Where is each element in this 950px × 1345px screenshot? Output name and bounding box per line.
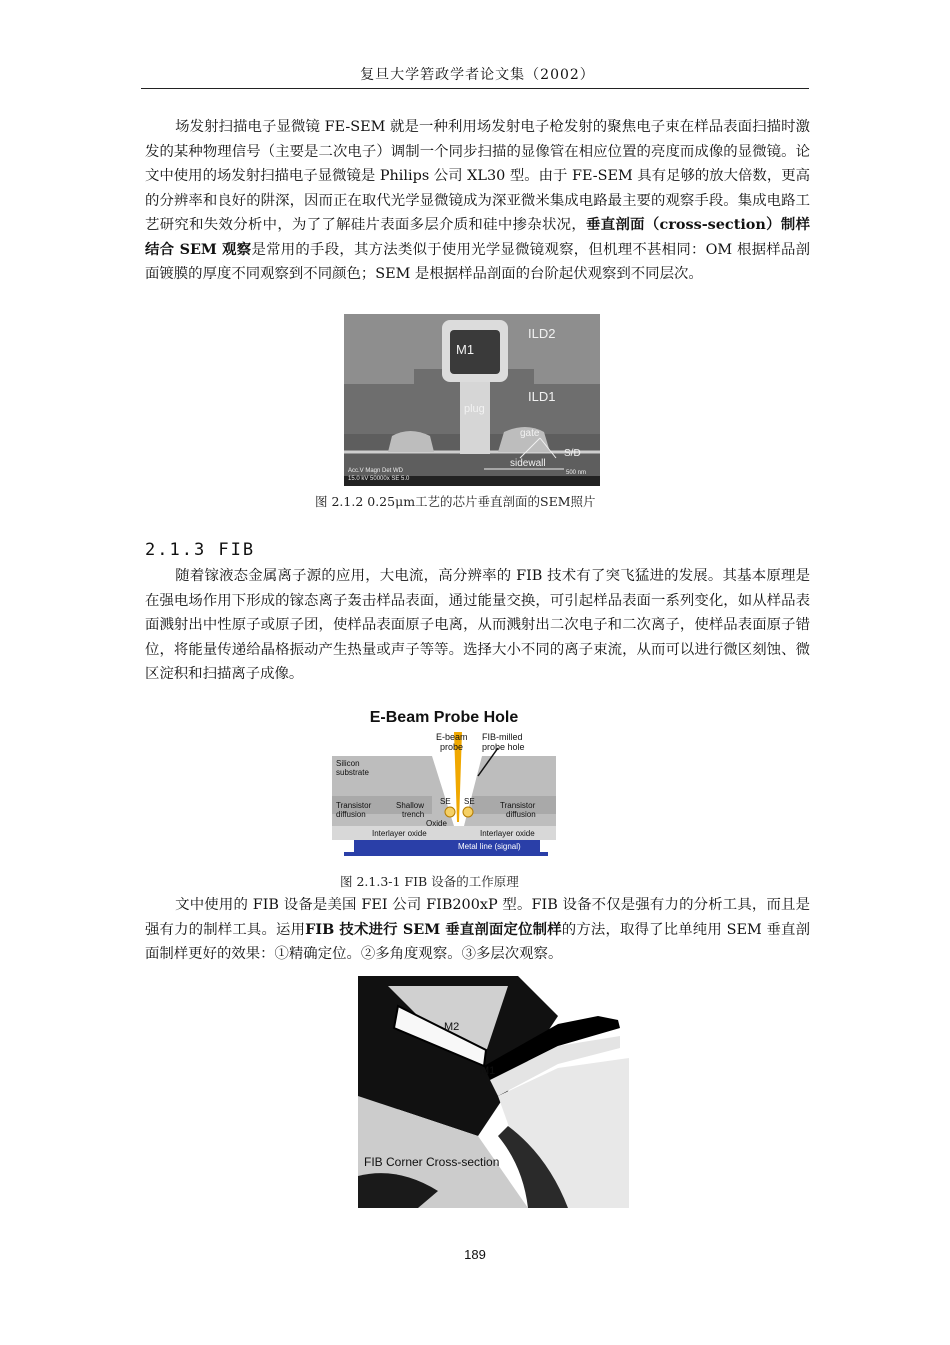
label-gate: gate: [520, 428, 540, 439]
label-transistor-right-line1: Transistor: [500, 801, 536, 810]
label-sd: S/D: [564, 448, 581, 459]
paragraph-fe-sem: [145, 115, 810, 287]
scalebar-label: 500 nm: [566, 470, 587, 476]
ebeam-probe-hole-diagram: [332, 704, 556, 862]
label-ebeam-line2: probe: [440, 742, 464, 752]
label-m2: M2: [444, 1021, 460, 1033]
label-sidewall: sidewall: [510, 458, 546, 469]
label-se-left: SE: [440, 797, 451, 806]
paragraph-fe-sem-start: 场发射扫描电子显微镜 FE-SEM 就是一种利用场发射电子枪发射的聚焦电子束在样品表面扫描时激发的某种物理信号（主要是二次电子）调制一个同步扫描的显像管在相应位置的亮度而成像的显微镜。论文中使用的场发射扫描电子显微镜是 Philips 公司 XL30 型。由于 FE-SEM 具有足够的放大倍数，更高的分辨率和良好的阱深，因而正在取代光学显微镜成为深亚微米集成电路最主要的观察手段。集成电路工艺研究和失效分析中，为了了解硅片表面多层介质和硅中掺杂状况，: [145, 119, 810, 233]
figure1-caption: 图 2.1.2 0.25μm工艺的芯片垂直剖面的SEM照片: [315, 494, 596, 509]
page-number: 189: [464, 1247, 486, 1262]
fib-corner-cross-section-image: [358, 976, 629, 1208]
sem-cross-section-image: [344, 314, 600, 486]
label-silicon-line1: Silicon: [336, 759, 360, 768]
label-shallow-line2: trench: [402, 810, 425, 819]
running-header: 复旦大学箬政学者论文集（2002）: [360, 67, 595, 83]
figure2-caption: 图 2.1.3-1 FIB 设备的工作原理: [340, 874, 519, 889]
label-shallow-line1: Shallow: [396, 801, 425, 810]
label-oxide: Oxide: [426, 819, 447, 828]
label-m1: M1: [456, 342, 475, 357]
paragraph-fib-equipment-start: 文中使用的 FIB 设备是美国 FEI 公司 FIB200xP 型。FIB 设备不仅是强有力的分析工具，而且是强有力的制样工具。运用: [145, 897, 810, 938]
label-silicon-line2: substrate: [336, 768, 369, 777]
label-fib-corner: FIB Corner Cross-section: [364, 1155, 500, 1169]
fib-corner-cross-section-svg: [358, 976, 629, 1208]
label-fib-line1: FIB-milled: [482, 732, 523, 742]
label-fib-line2: probe hole: [482, 742, 525, 752]
label-transistor-left-line1: Transistor: [336, 801, 372, 810]
label-interlayer-left: Interlayer oxide: [372, 829, 427, 838]
label-ild1: ILD1: [528, 389, 556, 404]
label-se-right: SE: [464, 797, 475, 806]
label-metal-line: Metal line (signal): [458, 842, 521, 851]
paragraph-fe-sem-bold: 垂直剖面（cross-section）制样结合 SEM 观察: [145, 216, 810, 258]
databar-line1: Acc.V Magn Det WD: [348, 468, 404, 474]
paragraph-fib-equipment: [145, 893, 810, 967]
label-m1-fib: M1: [480, 1065, 496, 1077]
label-transistor-right-line2: diffusion: [506, 810, 536, 819]
label-ild2: ILD2: [528, 326, 556, 341]
diagram-title: E-Beam Probe Hole: [369, 709, 519, 726]
label-plug: plug: [464, 403, 485, 415]
databar-line2: 15.0 kV 50000x SE 5.0: [348, 476, 410, 482]
paragraph-fib: [145, 564, 810, 687]
label-transistor-left-line2: diffusion: [336, 810, 366, 819]
paragraph-fe-sem-end: 是常用的手段，其方法类似于使用光学显微镜观察，但机理不甚相同：OM 根据样品剖面镀膜的厚度不同观察到不同颜色；SEM 是根据样品剖面的台阶起伏观察到不同层次。: [145, 241, 810, 282]
ebeam-probe-hole-svg: [332, 704, 556, 862]
header-rule: [141, 88, 809, 89]
label-interlayer-right: Interlayer oxide: [480, 829, 535, 838]
paragraph-fib-equipment-bold: FIB 技术进行 SEM 垂直剖面定位制样: [305, 920, 562, 938]
sem-cross-section-svg: [344, 314, 600, 486]
section-heading-fib: 2.1.3 FIB: [145, 540, 256, 560]
paragraph-fib-text: 随着镓液态金属离子源的应用，大电流，高分辨率的 FIB 技术有了突飞猛进的发展。其基本原理是在强电场作用下形成的镓态离子轰击样品表面，通过能量交换，可引起样品表面一系列变化，如从样品表面溅射出中性原子或原子团，使样品表面原子电离，从而溅射出二次电子和二次离子，使样品表面原子错位，将能量传递给晶格振动产生热量或声子等等。选择大小不同的离子束流，从而可以进行微区刻蚀、微区淀积和扫描离子成像。: [145, 568, 810, 682]
paragraph-fib-equipment-end: 的方法，取得了比单纯用 SEM 垂直剖面制样更好的效果：①精确定位。②多角度观察。③多层次观察。: [145, 921, 810, 962]
label-ebeam-line1: E-beam: [436, 732, 468, 742]
